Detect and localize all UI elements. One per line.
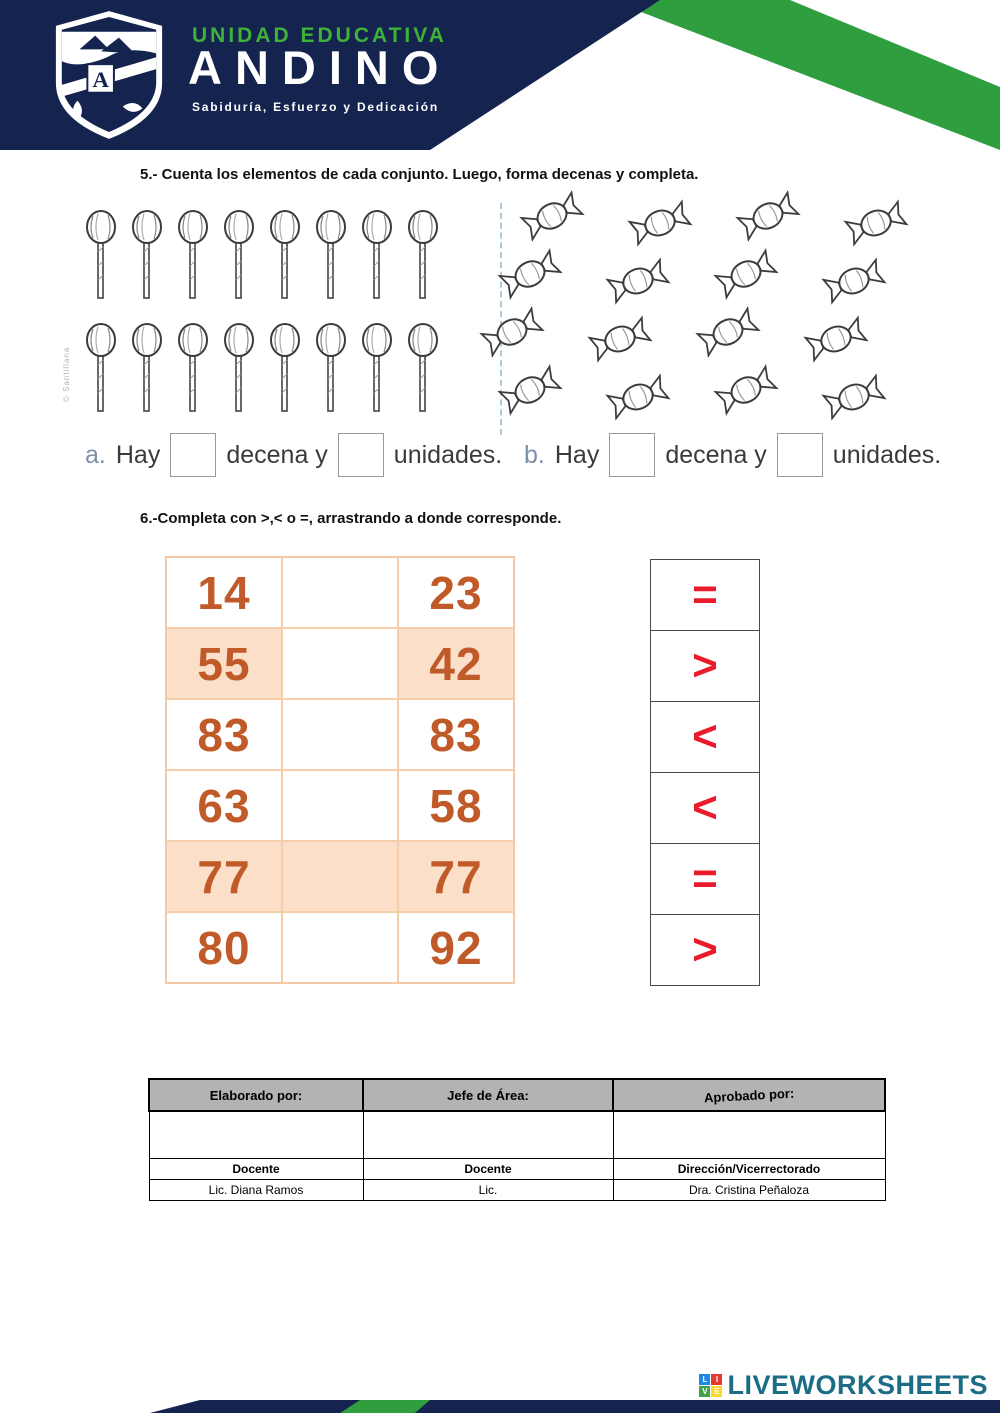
candy-icon (804, 319, 912, 370)
logo-square-v: V (699, 1386, 710, 1397)
role-cell: Docente (363, 1159, 613, 1180)
name-cell: Lic. Diana Ramos (149, 1180, 363, 1201)
role-cell: Docente (149, 1159, 363, 1180)
left-number: 14 (166, 557, 282, 628)
candy-icon (520, 196, 628, 254)
candy-icon (588, 319, 696, 370)
symbol-drop-cell[interactable] (282, 557, 398, 628)
item-label-b: b. (524, 440, 545, 469)
decenas-input-box-a[interactable] (170, 433, 216, 477)
left-number: 83 (166, 699, 282, 770)
table-row (166, 628, 514, 699)
left-number: 77 (166, 841, 282, 912)
candy-icon (844, 203, 952, 254)
lollipop-icon (176, 210, 210, 307)
lollipop-icon (360, 323, 394, 420)
item-label-a: a. (85, 440, 106, 469)
right-number: 77 (398, 841, 514, 912)
symbol-drop-cell[interactable] (282, 628, 398, 699)
table-row (166, 557, 514, 628)
right-number: 58 (398, 770, 514, 841)
logo-square-e: E (711, 1386, 722, 1397)
draggable-symbol-less[interactable]: < (650, 772, 760, 844)
candy-icon (696, 312, 804, 370)
unidades-input-box-b[interactable] (777, 433, 823, 477)
exercise5-title: 5.- Cuenta los elementos de cada conjunto. Luego, forma decenas y completa. (140, 166, 699, 183)
symbol-drop-cell[interactable] (282, 841, 398, 912)
lollipop-icon (130, 210, 164, 307)
symbol-drop-cell[interactable] (282, 912, 398, 983)
lollipop-icon (130, 323, 164, 420)
header-elaborado: Elaborado por: (149, 1079, 363, 1111)
lollipop-icon (222, 210, 256, 307)
exercise6-title: 6.-Completa con >,< o =, arrastrando a donde corresponde. (140, 510, 562, 527)
answer-text: Hay (115, 440, 161, 469)
school-line1: UNIDAD EDUCATIVA (192, 24, 447, 47)
answer-text: Hay (554, 440, 600, 469)
lollipop-icon (406, 323, 440, 420)
candy-icon (822, 377, 930, 428)
logo-square-l: L (699, 1374, 710, 1385)
draggable-symbol-greater[interactable]: > (650, 914, 760, 986)
candy-set (520, 196, 952, 428)
answer-text: decena y (226, 440, 328, 469)
signature-row (149, 1111, 885, 1159)
lollipop-icon (314, 210, 348, 307)
signature-cell (363, 1111, 613, 1159)
answer-line-a (85, 433, 502, 477)
candy-icon (498, 370, 606, 428)
symbol-drop-cell[interactable] (282, 770, 398, 841)
candy-icon (480, 312, 588, 370)
liveworksheets-wordmark: LIVEWORKSHEETS (727, 1370, 988, 1400)
lollipop-icon (222, 323, 256, 420)
candy-icon (606, 377, 714, 428)
draggable-symbol-greater[interactable]: > (650, 630, 760, 702)
signature-cell (613, 1111, 885, 1159)
candy-icon (714, 254, 822, 312)
crest-letter: A (92, 66, 109, 92)
symbol-bank (650, 559, 760, 986)
comparison-table (165, 556, 515, 984)
draggable-symbol-equal[interactable]: = (650, 559, 760, 631)
left-number: 80 (166, 912, 282, 983)
school-name: ANDINO (188, 41, 452, 94)
unidades-input-box-a[interactable] (338, 433, 384, 477)
header-aprobado-text: Aprobado por: (703, 1085, 795, 1105)
lollipop-icon (268, 210, 302, 307)
candy-icon (714, 370, 822, 428)
lollipop-icon (314, 323, 348, 420)
right-number: 42 (398, 628, 514, 699)
candy-icon (736, 196, 844, 254)
right-number: 83 (398, 699, 514, 770)
candy-icon (498, 254, 606, 312)
answer-text: decena y (665, 440, 767, 469)
answer-text: unidades. (393, 440, 503, 469)
draggable-symbol-less[interactable]: < (650, 701, 760, 773)
symbol-drop-cell[interactable] (282, 699, 398, 770)
role-cell: Dirección/Vicerrectorado (613, 1159, 885, 1180)
answer-text: unidades. (832, 440, 942, 469)
lollipop-icon (84, 323, 118, 420)
decenas-input-box-b[interactable] (609, 433, 655, 477)
table-row (166, 912, 514, 983)
table-row (166, 770, 514, 841)
answer-line-b (524, 433, 941, 477)
school-motto: Sabiduría, Esfuerzo y Dedicación (192, 100, 439, 114)
name-cell: Dra. Cristina Peñaloza (613, 1180, 885, 1201)
liveworksheets-link[interactable] (699, 1370, 988, 1401)
left-number: 55 (166, 628, 282, 699)
right-number: 23 (398, 557, 514, 628)
lollipop-set (78, 210, 446, 420)
lollipop-icon (406, 210, 440, 307)
liveworksheets-logo-icon (699, 1374, 722, 1397)
header-aprobado (613, 1079, 885, 1111)
logo-square-i: I (711, 1374, 722, 1385)
right-number: 92 (398, 912, 514, 983)
draggable-symbol-equal[interactable]: = (650, 843, 760, 915)
candy-icon (822, 261, 930, 312)
candy-icon (606, 261, 714, 312)
lollipop-icon (268, 323, 302, 420)
name-cell: Lic. (363, 1180, 613, 1201)
table-row (166, 699, 514, 770)
signature-cell (149, 1111, 363, 1159)
school-crest-logo (50, 8, 168, 142)
left-number: 63 (166, 770, 282, 841)
lollipop-icon (84, 210, 118, 307)
approval-table (148, 1078, 886, 1201)
publisher-watermark: © Santillana (62, 346, 71, 402)
footer-navy-band (0, 1400, 1000, 1413)
names-row (149, 1180, 885, 1201)
lollipop-icon (360, 210, 394, 307)
candy-icon (628, 203, 736, 254)
lollipop-icon (176, 323, 210, 420)
approval-header-row (149, 1079, 885, 1111)
header-jefe-area: Jefe de Área: (363, 1079, 613, 1111)
table-row (166, 841, 514, 912)
roles-row (149, 1159, 885, 1180)
